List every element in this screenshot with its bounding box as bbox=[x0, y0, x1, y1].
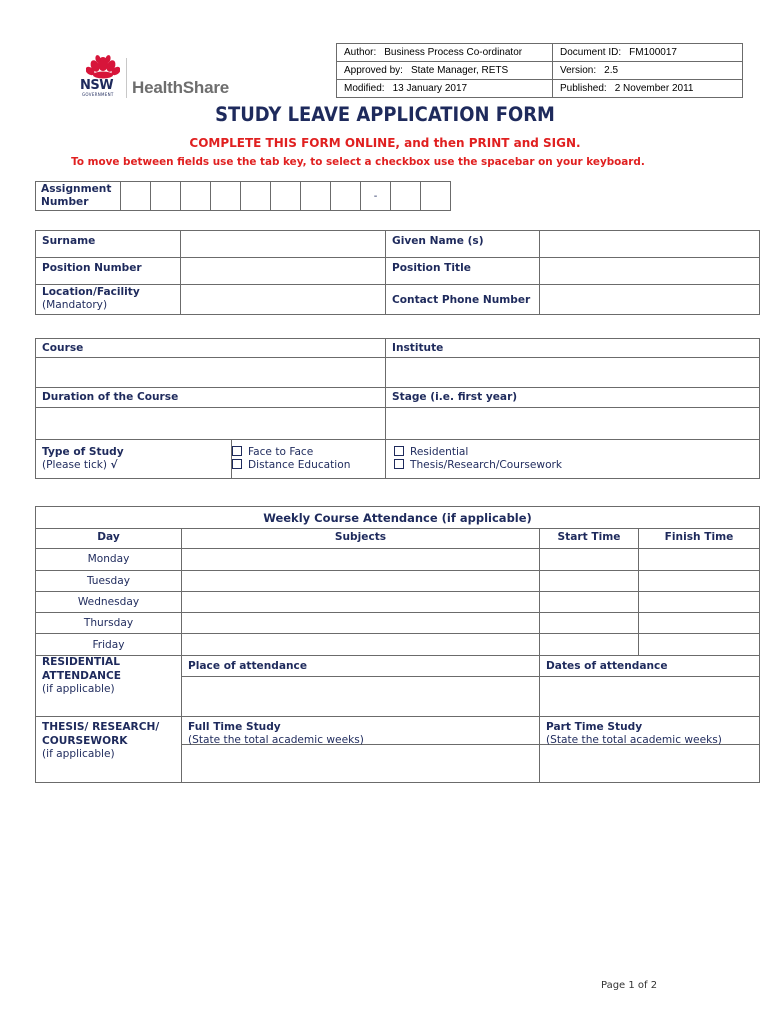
distance-education-label: Distance Education bbox=[248, 459, 351, 471]
page-number: Page 1 of 2 bbox=[601, 980, 658, 991]
assignment-digit-10[interactable] bbox=[421, 182, 451, 211]
approved-by-label: Approved by: bbox=[344, 65, 403, 76]
version-cell bbox=[553, 62, 743, 80]
weekly-attendance-heading: Weekly Course Attendance (if applicable) bbox=[36, 507, 760, 529]
assignment-digit-6[interactable] bbox=[271, 182, 301, 211]
published-label: Published: bbox=[560, 83, 607, 94]
location-facility-label: Location/Facility bbox=[42, 286, 140, 298]
published-value: 2 November 2011 bbox=[614, 83, 694, 94]
type-of-study-label: Type of Study bbox=[42, 446, 124, 458]
full-time-study-label: Full Time Study bbox=[188, 721, 281, 733]
waratah-icon bbox=[86, 54, 120, 80]
face-to-face-checkbox[interactable] bbox=[232, 446, 242, 456]
day-wednesday: Wednesday bbox=[36, 592, 182, 613]
version-value: 2.5 bbox=[604, 65, 619, 76]
stage-input[interactable] bbox=[386, 408, 760, 440]
location-facility-input[interactable] bbox=[181, 285, 386, 315]
type-of-study-label-cell bbox=[36, 440, 232, 479]
study-type-options bbox=[386, 440, 760, 479]
course-input[interactable] bbox=[36, 358, 386, 388]
full-time-study-input[interactable] bbox=[182, 745, 539, 782]
contact-phone-input[interactable] bbox=[540, 285, 760, 315]
thursday-subjects-input[interactable] bbox=[182, 613, 540, 634]
institute-label: Institute bbox=[386, 339, 760, 358]
page-title: STUDY LEAVE APPLICATION FORM bbox=[215, 103, 555, 126]
residential-label: Residential bbox=[410, 446, 469, 458]
surname-input[interactable] bbox=[181, 231, 386, 258]
tuesday-start-input[interactable] bbox=[540, 571, 639, 592]
full-time-study-note: (State the total academic weeks) bbox=[188, 734, 364, 746]
contact-phone-label: Contact Phone Number bbox=[386, 285, 540, 315]
thesis-label-cell bbox=[36, 717, 182, 783]
thesis-label-line2: COURSEWORK bbox=[42, 734, 128, 747]
study-mode-options bbox=[232, 440, 386, 479]
wednesday-start-input[interactable] bbox=[540, 592, 639, 613]
government-wordmark: GOVERNMENT bbox=[82, 92, 114, 97]
thesis-if-applicable: (if applicable) bbox=[42, 748, 115, 760]
position-title-input[interactable] bbox=[540, 258, 760, 285]
given-name-label: Given Name (s) bbox=[386, 231, 540, 258]
assignment-digit-9[interactable] bbox=[391, 182, 421, 211]
residential-attendance-label-cell bbox=[36, 656, 182, 717]
friday-subjects-input[interactable] bbox=[182, 634, 540, 656]
position-number-input[interactable] bbox=[181, 258, 386, 285]
dates-of-attendance-input[interactable] bbox=[540, 677, 760, 717]
assignment-number-label bbox=[36, 182, 121, 211]
dates-of-attendance-label: Dates of attendance bbox=[540, 656, 760, 677]
tick-icon: √ bbox=[110, 459, 118, 471]
please-tick-note: (Please tick) bbox=[42, 459, 108, 471]
friday-finish-input[interactable] bbox=[639, 634, 760, 656]
part-time-study-note: (State the total academic weeks) bbox=[546, 734, 722, 746]
position-number-label: Position Number bbox=[36, 258, 181, 285]
duration-label: Duration of the Course bbox=[36, 388, 386, 408]
mandatory-note: (Mandatory) bbox=[42, 299, 108, 311]
residential-checkbox[interactable] bbox=[394, 446, 404, 456]
institute-input[interactable] bbox=[386, 358, 760, 388]
document-id-label: Document ID: bbox=[560, 47, 622, 58]
healthshare-logo bbox=[80, 52, 230, 102]
assignment-digit-8[interactable] bbox=[331, 182, 361, 211]
place-of-attendance-label: Place of attendance bbox=[182, 656, 540, 677]
document-info-table bbox=[336, 43, 743, 98]
author-value: Business Process Co-ordinator bbox=[384, 47, 523, 58]
personal-details-table bbox=[35, 230, 760, 315]
assignment-digit-7[interactable] bbox=[301, 182, 331, 211]
day-column-header: Day bbox=[36, 529, 182, 549]
healthshare-wordmark: HealthShare bbox=[132, 78, 230, 97]
residential-label-line1: RESIDENTIAL bbox=[42, 656, 120, 668]
document-id-cell bbox=[553, 44, 743, 62]
day-thursday: Thursday bbox=[36, 613, 182, 634]
document-id-value: FM100017 bbox=[629, 47, 677, 58]
residential-label-line2: ATTENDANCE bbox=[42, 669, 122, 682]
thesis-checkbox[interactable] bbox=[394, 459, 404, 469]
published-cell bbox=[553, 80, 743, 98]
finish-time-column-header: Finish Time bbox=[639, 529, 760, 549]
duration-input[interactable] bbox=[36, 408, 386, 440]
form-subtitle: COMPLETE THIS FORM ONLINE, and then PRINT and SIGN. bbox=[189, 136, 581, 150]
thesis-label-line1: THESIS/ RESEARCH/ bbox=[42, 721, 160, 733]
modified-label: Modified: bbox=[344, 83, 385, 94]
part-time-study-cell bbox=[540, 717, 760, 783]
thesis-label: Thesis/Research/Coursework bbox=[410, 459, 563, 471]
assignment-digit-3[interactable] bbox=[181, 182, 211, 211]
day-monday: Monday bbox=[36, 549, 182, 571]
tuesday-finish-input[interactable] bbox=[639, 571, 760, 592]
monday-start-input[interactable] bbox=[540, 549, 639, 571]
place-of-attendance-input[interactable] bbox=[182, 677, 540, 717]
position-title-label: Position Title bbox=[386, 258, 540, 285]
assignment-digit-2[interactable] bbox=[151, 182, 181, 211]
monday-finish-input[interactable] bbox=[639, 549, 760, 571]
author-label: Author: bbox=[344, 47, 377, 58]
stage-label: Stage (i.e. first year) bbox=[386, 388, 760, 408]
approved-by-cell bbox=[337, 62, 553, 80]
nsw-wordmark: NSW bbox=[80, 78, 114, 93]
start-time-column-header: Start Time bbox=[540, 529, 639, 549]
full-time-study-cell bbox=[182, 717, 540, 783]
weekly-attendance-table bbox=[35, 506, 760, 783]
modified-value: 13 January 2017 bbox=[392, 83, 468, 94]
logo-divider bbox=[126, 58, 127, 98]
assignment-separator: - bbox=[361, 182, 391, 211]
monday-subjects-input[interactable] bbox=[182, 549, 540, 571]
part-time-study-input[interactable] bbox=[540, 745, 759, 782]
day-friday: Friday bbox=[36, 634, 182, 656]
wednesday-subjects-input[interactable] bbox=[182, 592, 540, 613]
version-label: Version: bbox=[560, 65, 597, 76]
part-time-study-label: Part Time Study bbox=[546, 721, 643, 733]
tuesday-subjects-input[interactable] bbox=[182, 571, 540, 592]
given-name-input[interactable] bbox=[540, 231, 760, 258]
assignment-digit-4[interactable] bbox=[211, 182, 241, 211]
location-facility-label-cell bbox=[36, 285, 181, 315]
assignment-number-table bbox=[35, 181, 451, 211]
thursday-start-input[interactable] bbox=[540, 613, 639, 634]
day-tuesday: Tuesday bbox=[36, 571, 182, 592]
modified-cell bbox=[337, 80, 553, 98]
assignment-label-line1: Assignment bbox=[41, 183, 112, 195]
surname-label: Surname bbox=[36, 231, 181, 258]
author-cell bbox=[337, 44, 553, 62]
assignment-digit-5[interactable] bbox=[241, 182, 271, 211]
face-to-face-label: Face to Face bbox=[248, 446, 314, 458]
distance-education-checkbox[interactable] bbox=[232, 459, 242, 469]
friday-start-input[interactable] bbox=[540, 634, 639, 656]
subjects-column-header: Subjects bbox=[182, 529, 540, 549]
approved-by-value: State Manager, RETS bbox=[410, 65, 509, 76]
assignment-label-line2: Number bbox=[41, 196, 89, 208]
assignment-digit-1[interactable] bbox=[121, 182, 151, 211]
course-details-table bbox=[35, 338, 760, 479]
thursday-finish-input[interactable] bbox=[639, 613, 760, 634]
wednesday-finish-input[interactable] bbox=[639, 592, 760, 613]
residential-if-applicable: (if applicable) bbox=[42, 683, 115, 695]
course-label: Course bbox=[36, 339, 386, 358]
keyboard-instruction: To move between fields use the tab key, to select a checkbox use the spacebar on your keyboard. bbox=[71, 156, 645, 168]
